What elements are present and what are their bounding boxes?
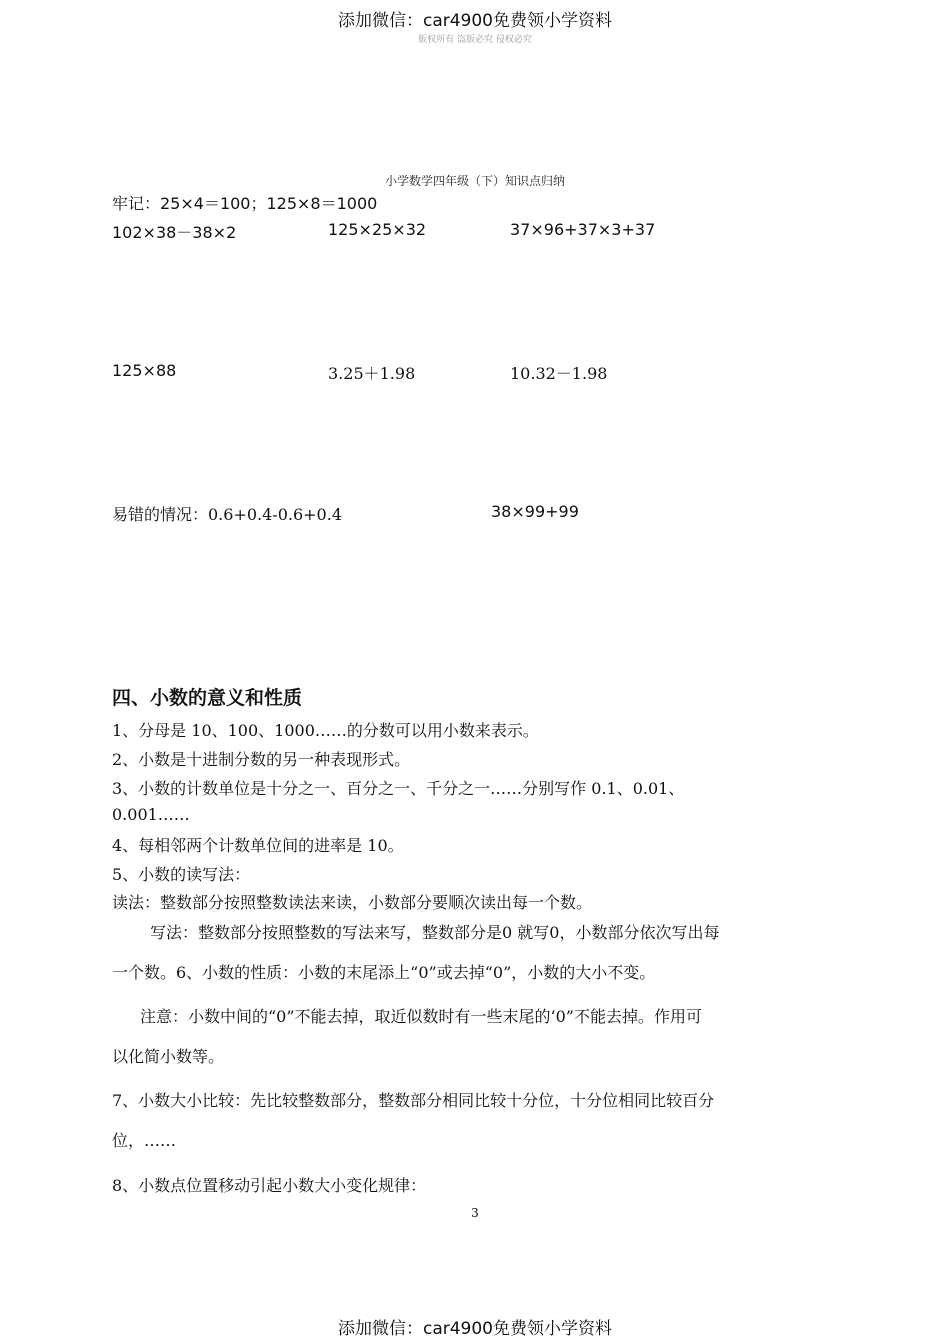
exercise-2: 125×25×32 — [328, 220, 427, 239]
text-line: 以化简小数等。 — [112, 1047, 225, 1066]
exercise-3: 37×96+37×3+37 — [510, 220, 656, 239]
tiny-watermark-text: 版权所有 盗版必究 侵权必究 — [418, 35, 532, 45]
bottom-banner: 添加微信：car4900免费领小学资料 — [337, 1319, 613, 1339]
text-line: 1、分母是 10、100、1000……的分数可以用小数来表示。 — [112, 721, 539, 740]
text-line: 写法：整数部分按照整数的写法来写，整数部分是0 就写0，小数部分依次写出每 — [150, 923, 720, 942]
exercise-6: 10.32－1.98 — [510, 364, 608, 383]
text-line: 7、小数大小比较：先比较整数部分，整数部分相同比较十分位，十分位相同比较百分 — [112, 1091, 715, 1110]
text-line: 读法：整数部分按照整数读法来读，小数部分要顺次读出每一个数。 — [112, 893, 593, 912]
error-prone-line: 易错的情况：0.6+0.4-0.6+0.4 — [112, 505, 343, 524]
text-line: 2、小数是十进制分数的另一种表现形式。 — [112, 750, 411, 769]
text-line: 0.001…… — [112, 805, 190, 824]
text-line: 注意：小数中间的“0”不能去掉，取近似数时有一些末尾的‘0”不能去掉。作用可 — [140, 1007, 702, 1026]
text-line: 4、每相邻两个计数单位间的进率是 10。 — [112, 836, 404, 855]
memorize-line: 牢记：25×4＝100；125×8＝1000 — [112, 194, 378, 213]
exercise-7: 38×99+99 — [491, 502, 579, 521]
section-title: 四、小数的意义和性质 — [112, 687, 303, 709]
exercise-5: 3.25＋1.98 — [328, 364, 416, 383]
exercise-4: 125×88 — [112, 361, 177, 380]
text-line: 8、小数点位置移动引起小数大小变化规律： — [112, 1176, 427, 1195]
text-line: 位，…… — [112, 1131, 177, 1150]
running-header: 小学数学四年级（下）知识点归纳 — [384, 174, 565, 188]
page-number: 3 — [471, 1206, 479, 1220]
text-line: 3、小数的计数单位是十分之一、百分之一、千分之一……分别写作 0.1、0.01、 — [112, 779, 685, 798]
text-line: 5、小数的读写法： — [112, 865, 251, 884]
top-banner: 添加微信：car4900免费领小学资料 — [337, 11, 613, 31]
exercise-1: 102×38－38×2 — [112, 223, 237, 242]
text-line: 一个数。6、小数的性质：小数的末尾添上“0”或去掉“0”，小数的大小不变。 — [112, 963, 656, 982]
